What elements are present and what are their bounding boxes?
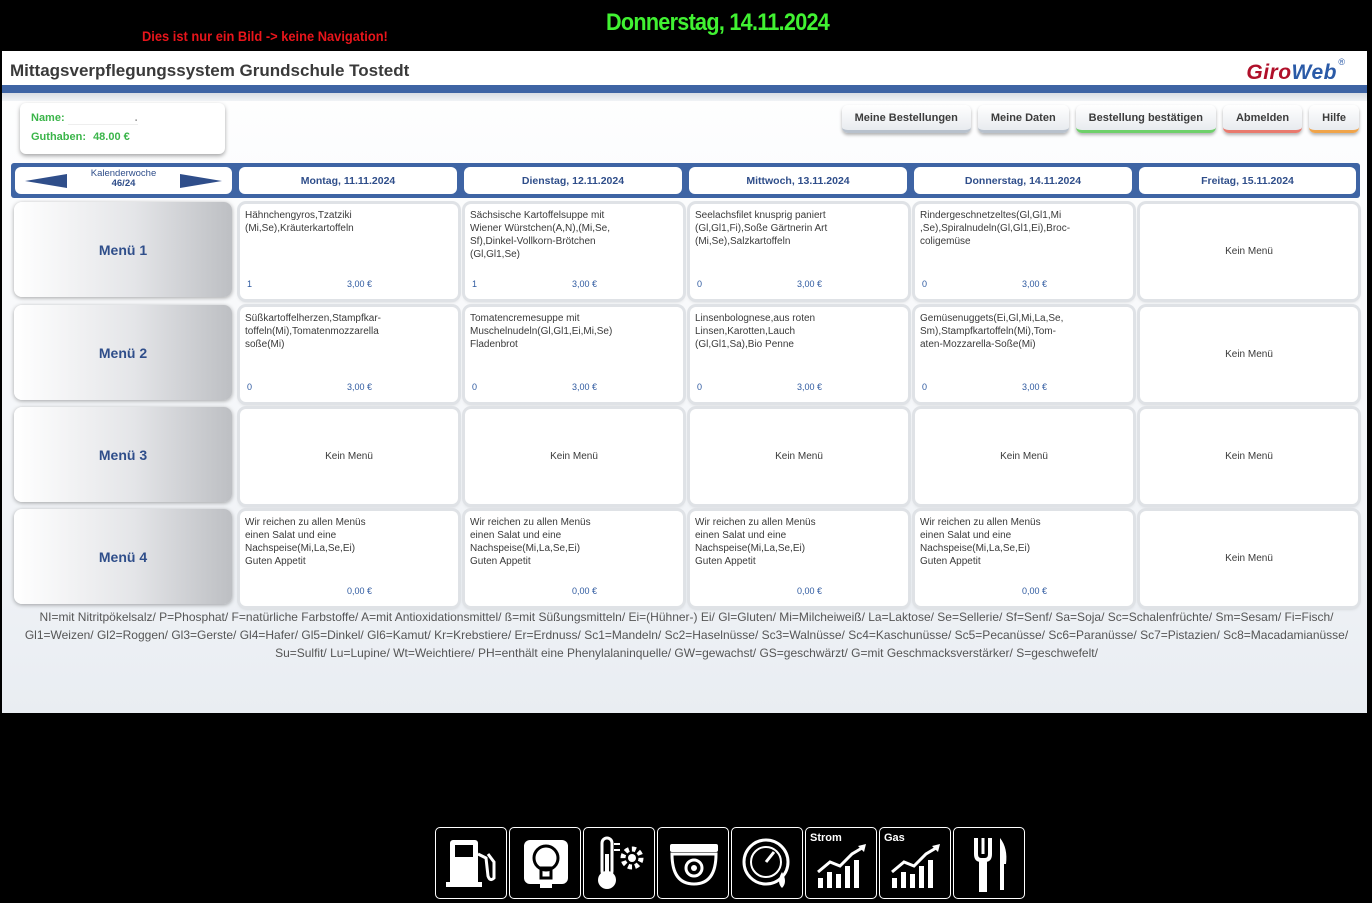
day-header-tuesday: Dienstag, 12.11.2024 [464,167,682,194]
no-menu-text: Kein Menü [550,451,598,462]
menu-price: 3,00 € [572,382,598,392]
menu-description: Süßkartoffelherzen,Stampfkar- toffeln(Mi),Tomatenmozzarella soße(Mi) [245,313,381,350]
menu-price: 3,00 € [1022,382,1048,392]
calendar-week-number: 46/24 [111,178,136,189]
lightbulb-icon[interactable] [509,827,581,899]
menu-price: 3,00 € [347,279,373,289]
app-dock [435,827,1025,899]
order-quantity[interactable]: 0 [697,382,703,392]
menu-description: Seelachsfilet knusprig paniert (Gl,Gl1,Fi),Soße Gärtnerin Art (Mi,Se),Salzkartoffeln [695,210,828,247]
day-header-friday: Freitag, 15.11.2024 [1139,167,1356,194]
menu-row-label: Menü 4 [14,509,232,604]
next-week-arrow-icon[interactable] [180,174,222,188]
menu-cell-tuesday[interactable] [465,204,683,299]
menu-cell-wednesday[interactable] [690,409,908,504]
menu-cell-thursday[interactable] [915,511,1133,606]
security-camera-icon[interactable] [657,827,729,899]
no-menu-text: Kein Menü [325,451,373,462]
menu-cell-tuesday[interactable] [465,409,683,504]
order-quantity[interactable]: 0 [247,382,253,392]
menu-cell-thursday[interactable] [915,307,1133,402]
balance-value: 48.00 € [93,131,130,143]
menu-price: 3,00 € [797,279,823,289]
week-header-bar [11,163,1360,198]
order-quantity[interactable]: 0 [922,382,928,392]
menu-description: Tomatencremesuppe mit Muschelnudeln(Gl,Gl1,Ei,Mi,Se) Fladenbrot [470,313,613,350]
current-date: Donnerstag, 14.11.2024 [606,9,830,36]
menu-cell-monday[interactable] [240,409,458,504]
logout-button[interactable]: Abmelden [1223,105,1302,133]
menu-cell-tuesday[interactable] [465,511,683,606]
menu-cell-monday[interactable] [240,511,458,606]
menu-price: 3,00 € [1022,279,1048,289]
menu-description: Wir reichen zu allen Menüs einen Salat und eine Nachspeise(Mi,La,Se,Ei) Guten Appetit [470,517,591,567]
menu-row-label: Menü 1 [14,202,232,297]
menu-row-label: Menü 3 [14,407,232,502]
calendar-week-selector [15,167,232,194]
gas-chart-icon[interactable] [879,827,951,899]
balance-label: Guthaben: [31,131,86,143]
help-button[interactable]: Hilfe [1309,105,1359,133]
menu-cell-friday[interactable] [1140,409,1358,504]
fuel-pump-icon[interactable] [435,827,507,899]
menu-description: Wir reichen zu allen Menüs einen Salat und eine Nachspeise(Mi,La,Se,Ei) Guten Appetit [695,517,816,567]
menu-cell-wednesday[interactable] [690,511,908,606]
menu-price: 0,00 € [797,586,823,596]
menu-description: Hähnchengyros,Tzatziki (Mi,Se),Kräuterkartoffeln [245,210,354,234]
top-bar [0,0,1372,50]
app-window [2,51,1367,713]
menu-description: Gemüsenuggets(Ei,Gl,Mi,La,Se, Sm),Stampfkartoffeln(Mi),Tom- aten-Mozzarella-Soße(Mi) [920,313,1064,350]
menu-description: Linsenbolognese,aus roten Linsen,Karotten,Lauch (Gl,Gl1,Sa),Bio Penne [695,313,816,350]
menu-cell-wednesday[interactable] [690,307,908,402]
action-buttons [842,105,1359,133]
menu-description: Rindergeschnetzeltes(Gl,Gl1,Mi ,Se),Spiralnudeln(Gl,Gl1,Ei),Broc- coligemüse [920,210,1071,247]
strom-chart-icon[interactable] [805,827,877,899]
no-menu-text: Kein Menü [775,451,823,462]
no-menu-text: Kein Menü [1225,451,1273,462]
calendar-week-label: Kalenderwoche [90,168,157,179]
logo-registered: ® [1338,57,1345,67]
menu-cell-friday[interactable] [1140,511,1358,606]
order-quantity[interactable]: 1 [247,279,253,289]
menu-cell-wednesday[interactable] [690,204,908,299]
name-label: Name: [31,112,65,124]
user-info-box [20,103,225,154]
allergen-legend: NI=mit Nitritpökelsalz/ P=Phosphat/ F=natürliche Farbstoffe/ A=mit Antioxidationsmittel/ ß=mit Süßungsmitteln/ Ei=(Hühner-) Ei/ Gl=Gluten/ Mi=Milcheiweiß/ La=Laktose/ Se=Sellerie/ Sf=Senf/ Sa=Soja/ Sc=Schalenfrüchte/ Sm=Sesam/ Fi=Fisch/ Gl1=Weizen/ Gl2=Roggen/ Gl3=Gerste/ Gl4=Hafer/ Gl5=Dinkel/ Gl6=Kamut/ Kr=Krebstiere/ Er=Erdnuss/ Sc1=Mandeln/ Sc2=Haselnüsse/ Sc3=Walnüsse/ Sc4=Kaschunüsse/ Sc5=Pecanüsse/ Sc6=Paranüsse/ Sc7=Pistazien/ Sc8=Macadamianüsse/ Su=Sulfit/ Lu=Lupine/ Wt=Weichtiere/ PH=enthält eine Phenylalaninquelle/ GW=gewachst/ GS=geschwärzt/ G=mit Geschmacksverstärker/ S=geschwefelt/ [24,610,1349,660]
water-meter-icon[interactable] [731,827,803,899]
order-quantity[interactable]: 0 [922,279,928,289]
menu-cell-thursday[interactable] [915,204,1133,299]
thermometer-settings-icon[interactable] [583,827,655,899]
day-header-thursday: Donnerstag, 14.11.2024 [914,167,1132,194]
menu-cell-monday[interactable] [240,307,458,402]
my-orders-button[interactable]: Meine Bestellungen [842,105,971,133]
day-header-wednesday: Mittwoch, 13.11.2024 [689,167,907,194]
no-menu-text: Kein Menü [1225,349,1273,360]
confirm-order-button[interactable]: Bestellung bestätigen [1076,105,1216,133]
menu-cell-monday[interactable] [240,204,458,299]
day-header-monday: Montag, 11.11.2024 [239,167,457,194]
menu-price: 0,00 € [1022,586,1048,596]
menu-row-label: Menü 2 [14,305,232,400]
menu-cell-tuesday[interactable] [465,307,683,402]
menu-description: Sächsische Kartoffelsuppe mit Wiener Würstchen(A,N),(Mi,Se, Sf),Dinkel-Vollkorn-Brötchen (Gl,Gl1,Se) [470,210,611,260]
menu-price: 0,00 € [347,586,373,596]
menu-description: Wir reichen zu allen Menüs einen Salat und eine Nachspeise(Mi,La,Se,Ei) Guten Appetit [920,517,1041,567]
no-menu-text: Kein Menü [1225,246,1273,257]
app-title: Mittagsverpflegungssystem Grundschule Tostedt [10,61,410,80]
menu-price: 3,00 € [347,382,373,392]
menu-cell-thursday[interactable] [915,409,1133,504]
menu-cell-friday[interactable] [1140,307,1358,402]
gas-label: Gas [884,832,905,844]
menu-price: 0,00 € [572,586,598,596]
header-stripe [2,85,1367,93]
order-quantity[interactable]: 0 [697,279,703,289]
no-menu-text: Kein Menü [1000,451,1048,462]
name-value: . [68,112,138,125]
fork-knife-icon[interactable] [953,827,1025,899]
strom-label: Strom [810,832,842,844]
logo-web: Web [1291,61,1337,84]
no-menu-text: Kein Menü [1225,553,1273,564]
order-quantity[interactable]: 0 [472,382,478,392]
menu-description: Wir reichen zu allen Menüs einen Salat und eine Nachspeise(Mi,La,Se,Ei) Guten Appetit [245,517,366,567]
logo-giro: Giro [1246,61,1292,84]
navigation-warning: Dies ist nur ein Bild -> keine Navigation! [142,28,388,44]
menu-price: 3,00 € [797,382,823,392]
order-quantity[interactable]: 1 [472,279,478,289]
menu-price: 3,00 € [572,279,598,289]
menu-cell-friday[interactable] [1140,204,1358,299]
my-data-button[interactable]: Meine Daten [978,105,1069,133]
header-shadow [2,93,1367,101]
